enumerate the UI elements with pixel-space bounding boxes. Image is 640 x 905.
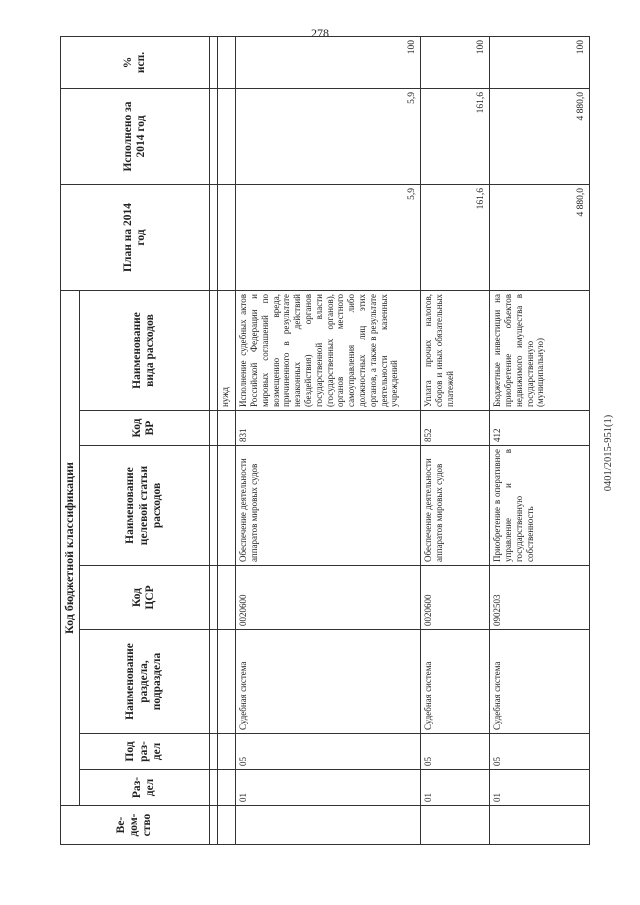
col-header-podrazdel: Под раз- дел (79, 734, 209, 770)
cell-ispolneno: 161,6 (421, 89, 490, 185)
cell-vr: 852 (421, 411, 490, 446)
cell-vedomstvo (421, 806, 490, 845)
cell-vr: 831 (236, 411, 421, 446)
cell-ispolneno: 4 880,0 (490, 89, 590, 185)
cell-vr: 412 (490, 411, 590, 446)
col-header-naim-vida: Наименование вида расходов (79, 291, 209, 411)
column-index-row (209, 37, 218, 845)
cell-plan: 161,6 (421, 185, 490, 291)
cell-procent: 100 (490, 37, 590, 89)
cell-naim-statyi: Обеспечение деятельности аппаратов мировых судов (236, 446, 421, 566)
col-header-vr: Код ВР (79, 411, 209, 446)
cell-ispolneno: 5,9 (236, 89, 421, 185)
table-row (236, 37, 421, 845)
col-header-procent: % исп. (61, 37, 210, 89)
cell-naim-vida: Бюджетные инвестиции на приобретение объектов недвижимого имущества в государственную (муниципальную) (490, 291, 590, 411)
cell-naim-vida: Уплата прочих налогов, сборов и иных обязательных платежей (421, 291, 490, 411)
col-header-vedomstvo: Ве- дом- ство (61, 806, 210, 845)
col-header-plan: План на 2014 год (61, 185, 210, 291)
continuation-vid-text: нужд (218, 291, 236, 411)
page-number: 278 (311, 26, 329, 40)
table-row (421, 37, 490, 845)
cell-naim-razdela: Судебная система (421, 630, 490, 734)
col-header-csr: Код ЦСР (79, 566, 209, 630)
col-header-razdel: Раз- дел (79, 770, 209, 806)
col-header-naim-razdela: Наименование раздела, подраздела (79, 630, 209, 734)
cell-naim-vida: Исполнение судебных актов Российской Федерации и мировых соглашений по возмещению вреда, причиненного в результате незаконных действий (бездействия) органов государственной власти (государственных органов), органов местного самоуправления либо должностных лиц этих органов, а также в результате деятельности казенных учреждений (236, 291, 421, 411)
cell-naim-razdela: Судебная система (236, 630, 421, 734)
col-header-naim-statyi: Наименование целевой статьи расходов (79, 446, 209, 566)
cell-plan: 4 880,0 (490, 185, 590, 291)
cell-csr: 0020600 (236, 566, 421, 630)
col-header-ispolneno: Исполнено за 2014 год (61, 89, 210, 185)
cell-razdel: 01 (236, 770, 421, 806)
cell-plan: 5,9 (236, 185, 421, 291)
cell-razdel: 01 (421, 770, 490, 806)
cell-vedomstvo (236, 806, 421, 845)
continuation-row (218, 37, 236, 845)
cell-vedomstvo (490, 806, 590, 845)
budget-table-rotated (60, 37, 590, 845)
cell-naim-statyi: Приобретение в оперативное управление и в государственную собственность (490, 446, 590, 566)
cell-procent: 100 (421, 37, 490, 89)
cell-csr: 0902503 (490, 566, 590, 630)
doc-code-text: 0401/2015-951(1) (603, 414, 614, 492)
budget-table (60, 36, 590, 845)
cell-podrazdel: 05 (421, 734, 490, 770)
cell-procent: 100 (236, 37, 421, 89)
cell-naim-razdela: Судебная система (490, 630, 590, 734)
cell-naim-statyi: Обеспечение деятельности аппаратов мировых судов (421, 446, 490, 566)
cell-csr: 0020600 (421, 566, 490, 630)
col-group-header: Код бюджетной классификации (61, 291, 80, 806)
table-row (490, 37, 590, 845)
cell-podrazdel: 05 (490, 734, 590, 770)
cell-razdel: 01 (490, 770, 590, 806)
cell-podrazdel: 05 (236, 734, 421, 770)
